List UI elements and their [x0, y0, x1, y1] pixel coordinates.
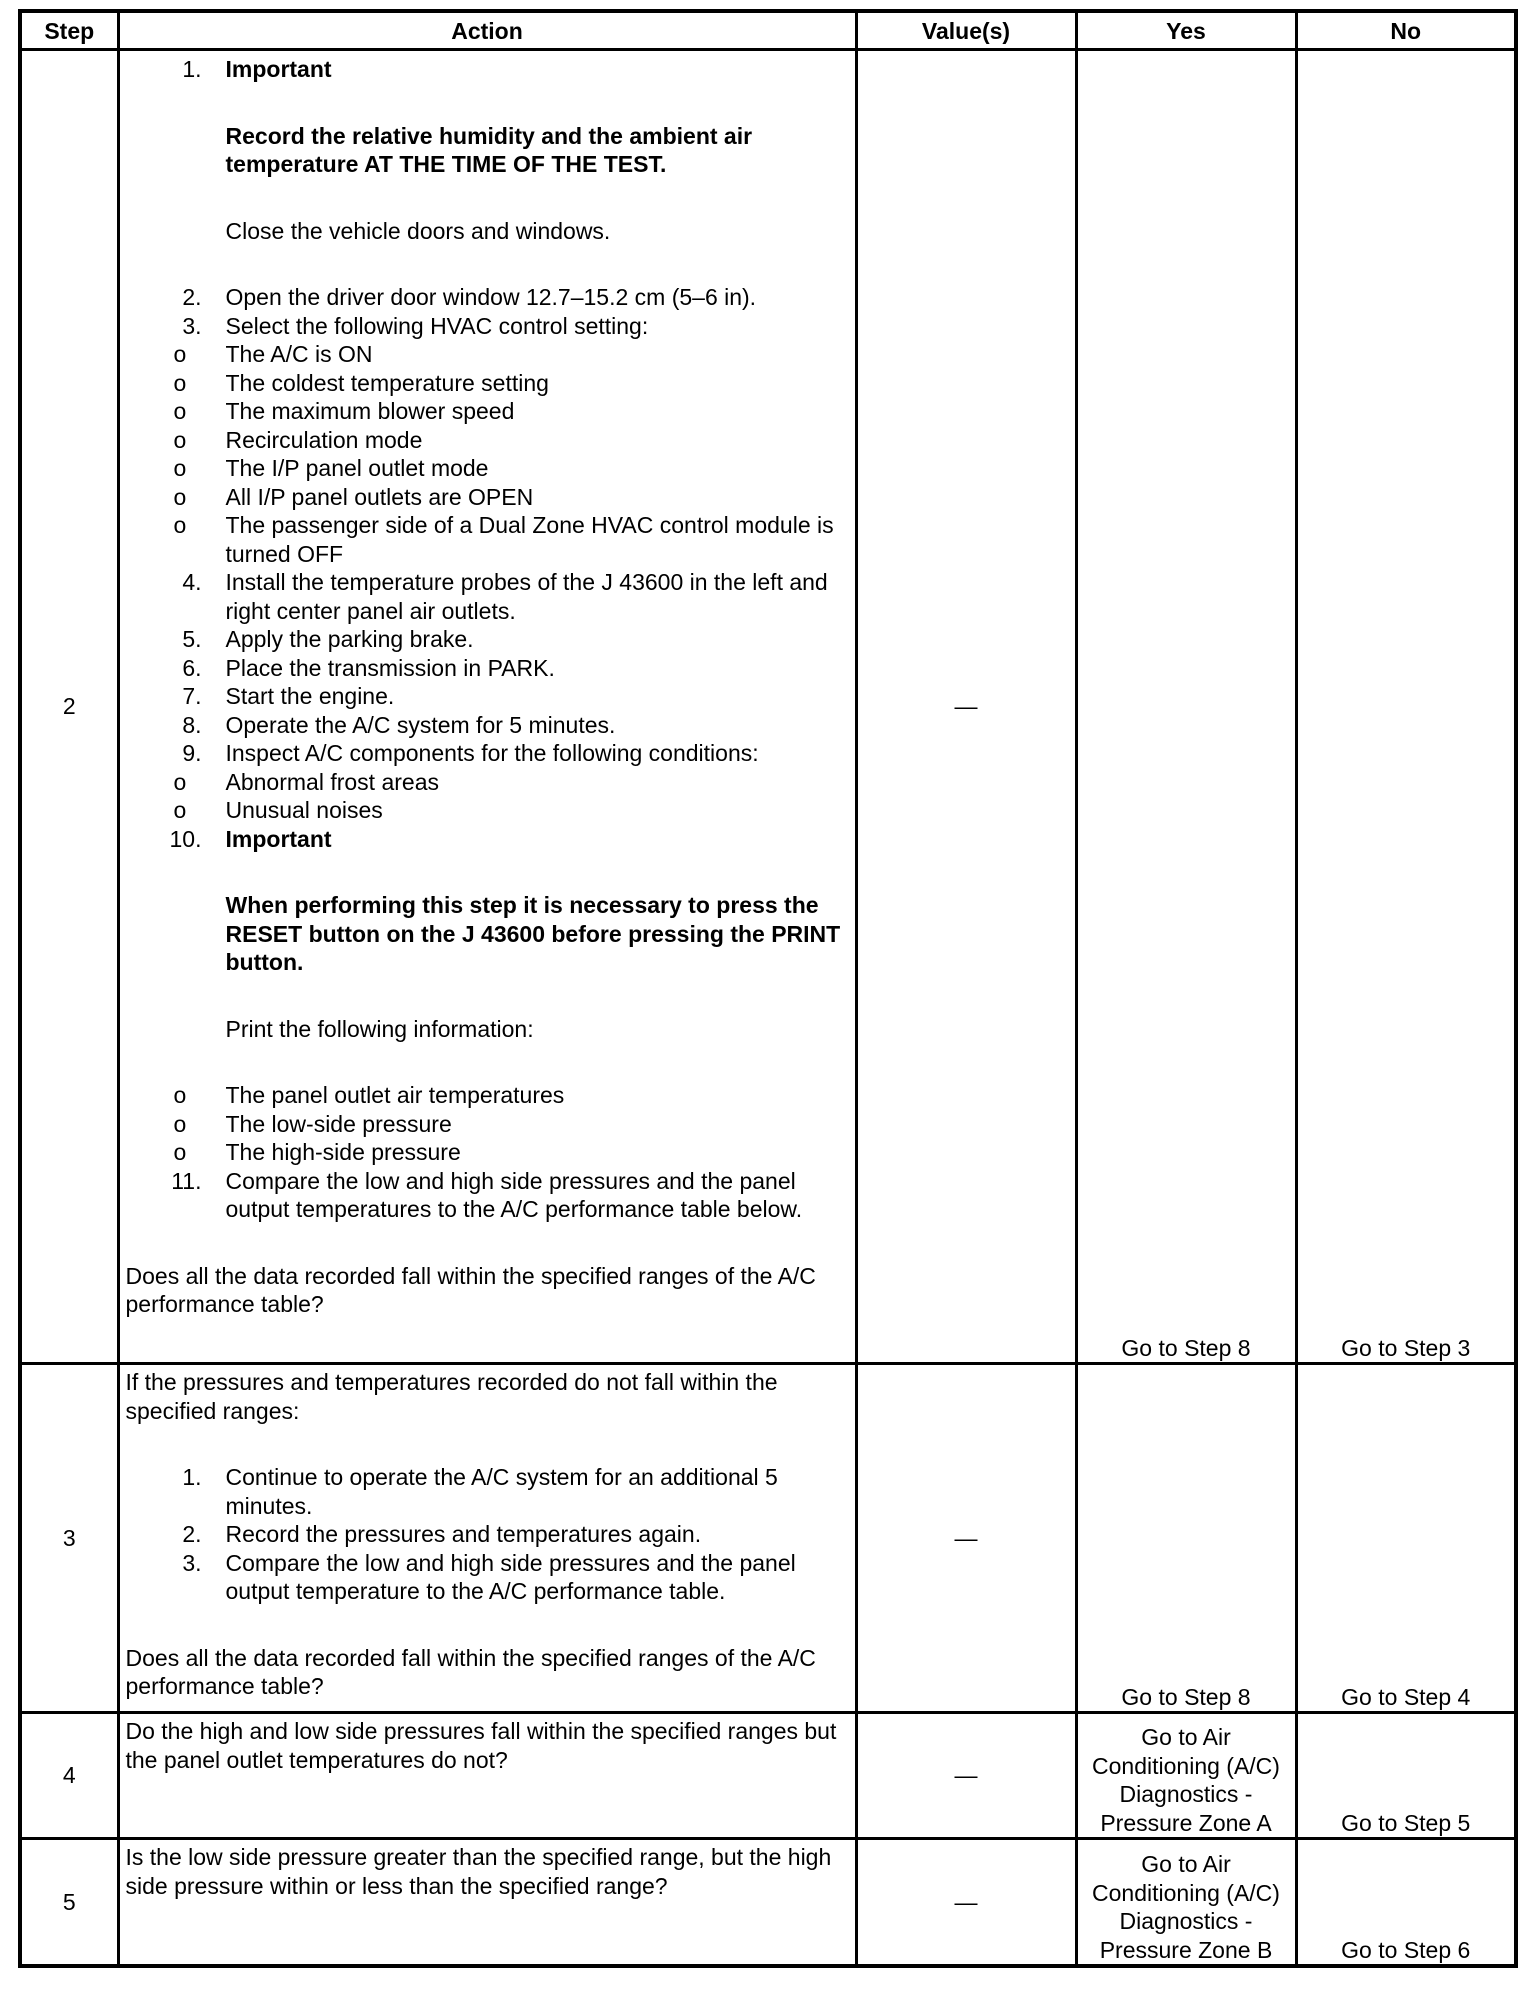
- bullet-circle-icon: o: [173, 1110, 187, 1137]
- step-index: 11.: [171, 1167, 202, 1194]
- bullet-circle-icon: o: [173, 797, 187, 823]
- step-number: 2: [20, 50, 118, 1364]
- value-cell: —: [856, 1839, 1076, 1967]
- action-step: [126, 711, 849, 740]
- action-step: [126, 625, 849, 654]
- action-steps-list: [126, 568, 849, 768]
- action-cell: [118, 50, 856, 1364]
- no-link[interactable]: Go to Step 4: [1296, 1364, 1516, 1713]
- step-index: 5.: [182, 626, 202, 652]
- action-step: [126, 739, 849, 768]
- step-question: Is the low side pressure greater than the specified range, but the high side pressure within or less than the specified range?: [125, 1844, 832, 1899]
- step-text: Inspect A/C components for the following conditions:: [225, 740, 759, 766]
- step-index: 8.: [182, 711, 202, 738]
- step-index: 3.: [182, 312, 202, 339]
- step-text: Print the following information:: [225, 1015, 534, 1042]
- bullet-circle-icon: o: [173, 341, 187, 367]
- step-text: Start the engine.: [225, 683, 395, 709]
- value-cell: —: [856, 1364, 1076, 1713]
- step-index: 2.: [182, 284, 202, 310]
- step-row-4: [20, 1713, 1516, 1839]
- step-text: Continue to operate the A/C system for an additional 5 minutes.: [225, 1464, 778, 1519]
- sub-item: o The maximum blower speed: [173, 398, 515, 424]
- yes-link[interactable]: Go to Step 8: [1076, 50, 1296, 1364]
- sub-item: o The passenger side of a Dual Zone HVAC control module is turned OFF: [173, 512, 834, 567]
- header-action: Action: [118, 11, 856, 50]
- print-info-list: [126, 1081, 849, 1167]
- sub-item: o The I/P panel outlet mode: [173, 455, 489, 481]
- step-text: Apply the parking brake.: [225, 626, 474, 652]
- header-no: No: [1296, 11, 1516, 50]
- step-text: Record the pressures and temperatures again.: [225, 1521, 702, 1547]
- action-steps-list: [126, 1167, 849, 1224]
- action-step: [126, 568, 849, 625]
- step-question: Does all the data recorded fall within the specified ranges of the A/C performance table?: [125, 1644, 816, 1699]
- step-question: Do the high and low side pressures fall within the specified ranges but the panel outlet temperatures do not?: [125, 1718, 837, 1773]
- yes-link[interactable]: Go to Air Conditioning (A/C) Diagnostics - Pressure Zone A: [1076, 1713, 1296, 1839]
- action-step: [126, 1520, 849, 1549]
- bullet-circle-icon: o: [173, 369, 187, 396]
- step-text: Close the vehicle doors and windows.: [225, 217, 611, 244]
- sub-item: o The high-side pressure: [173, 1139, 461, 1165]
- sub-item: o The low-side pressure: [173, 1110, 452, 1137]
- step-index: 4.: [182, 569, 202, 595]
- step-index: 6.: [182, 654, 202, 681]
- yes-link[interactable]: Go to Step 8: [1076, 1364, 1296, 1713]
- diagnostic-table: [18, 9, 1518, 1968]
- bullet-circle-icon: o: [173, 426, 187, 453]
- value-cell: —: [856, 1713, 1076, 1839]
- header-row: [20, 11, 1516, 50]
- diagnostic-page: [18, 9, 1518, 1968]
- step-row-3: [20, 1364, 1516, 1713]
- step-text: Compare the low and high side pressures and the panel output temperature to the A/C performance table.: [225, 1549, 796, 1604]
- step-index: 3.: [182, 1549, 202, 1576]
- sub-item: o Abnormal frost areas: [173, 768, 439, 795]
- bullet-circle-icon: o: [173, 483, 187, 510]
- action-steps-list: [126, 55, 849, 340]
- conditions-list: [126, 768, 849, 825]
- step-row-2: [20, 50, 1516, 1364]
- important-note: When performing this step it is necessary to press the RESET button on the J 43600 before pressing the PRINT button.: [225, 892, 841, 975]
- header-step: Step: [20, 11, 118, 50]
- sub-item: o The coldest temperature setting: [173, 369, 549, 396]
- sub-item: o Recirculation mode: [173, 426, 423, 453]
- step-text: Operate the A/C system for 5 minutes.: [225, 711, 616, 738]
- action-step: [126, 1549, 849, 1606]
- action-step: [126, 312, 849, 341]
- important-label: Important: [225, 56, 332, 82]
- step-index: 10.: [169, 825, 202, 852]
- header-yes: Yes: [1076, 11, 1296, 50]
- step-intro: If the pressures and temperatures recorded do not fall within the specified ranges:: [125, 1369, 778, 1424]
- action-cell: [118, 1713, 856, 1839]
- step-text: Compare the low and high side pressures and the panel output temperatures to the A/C performance table below.: [225, 1167, 803, 1222]
- sub-item: o Unusual noises: [173, 797, 383, 823]
- bullet-circle-icon: o: [173, 1139, 187, 1165]
- action-step: [126, 1463, 849, 1520]
- action-step: [126, 55, 849, 283]
- step-index: 1.: [182, 56, 202, 82]
- step-number: 5: [20, 1839, 118, 1967]
- action-step: [126, 654, 849, 683]
- step-row-5: [20, 1839, 1516, 1967]
- step-text: Select the following HVAC control setting:: [225, 312, 649, 339]
- sub-item: o All I/P panel outlets are OPEN: [173, 483, 534, 510]
- bullet-circle-icon: o: [173, 455, 187, 481]
- step-text: Place the transmission in PARK.: [225, 654, 555, 681]
- important-label: Important: [225, 825, 332, 852]
- action-step: [126, 1167, 849, 1224]
- step-index: 7.: [182, 683, 202, 709]
- action-steps-list: [126, 1463, 849, 1606]
- step-index: 2.: [182, 1521, 202, 1547]
- action-step: [126, 682, 849, 711]
- action-step: [126, 825, 849, 1082]
- sub-item: o The A/C is ON: [173, 341, 373, 367]
- no-link[interactable]: Go to Step 6: [1296, 1839, 1516, 1967]
- step-question: Does all the data recorded fall within the specified ranges of the A/C performance table?: [125, 1262, 816, 1317]
- value-cell: —: [856, 50, 1076, 1364]
- step-index: 9.: [182, 740, 202, 766]
- step-text: Install the temperature probes of the J 43600 in the left and right center panel air outlets.: [225, 569, 828, 624]
- hvac-settings-list: [126, 340, 849, 568]
- step-number: 3: [20, 1364, 118, 1713]
- no-link[interactable]: Go to Step 3: [1296, 50, 1516, 1364]
- bullet-circle-icon: o: [173, 768, 187, 795]
- action-cell: [118, 1839, 856, 1967]
- yes-link[interactable]: Go to Air Conditioning (A/C) Diagnostics - Pressure Zone B: [1076, 1839, 1296, 1967]
- action-cell: [118, 1364, 856, 1713]
- important-note: Record the relative humidity and the ambient air temperature AT THE TIME OF THE TEST.: [225, 122, 753, 177]
- bullet-circle-icon: o: [173, 398, 187, 424]
- step-text: Open the driver door window 12.7–15.2 cm (5–6 in).: [225, 284, 757, 310]
- no-link[interactable]: Go to Step 5: [1296, 1713, 1516, 1839]
- action-steps-list: [126, 825, 849, 1082]
- header-values: Value(s): [856, 11, 1076, 50]
- bullet-circle-icon: o: [173, 512, 187, 538]
- action-step: [126, 283, 849, 312]
- step-index: 1.: [182, 1464, 202, 1490]
- step-number: 4: [20, 1713, 118, 1839]
- bullet-circle-icon: o: [173, 1082, 187, 1108]
- sub-item: o The panel outlet air temperatures: [173, 1082, 565, 1108]
